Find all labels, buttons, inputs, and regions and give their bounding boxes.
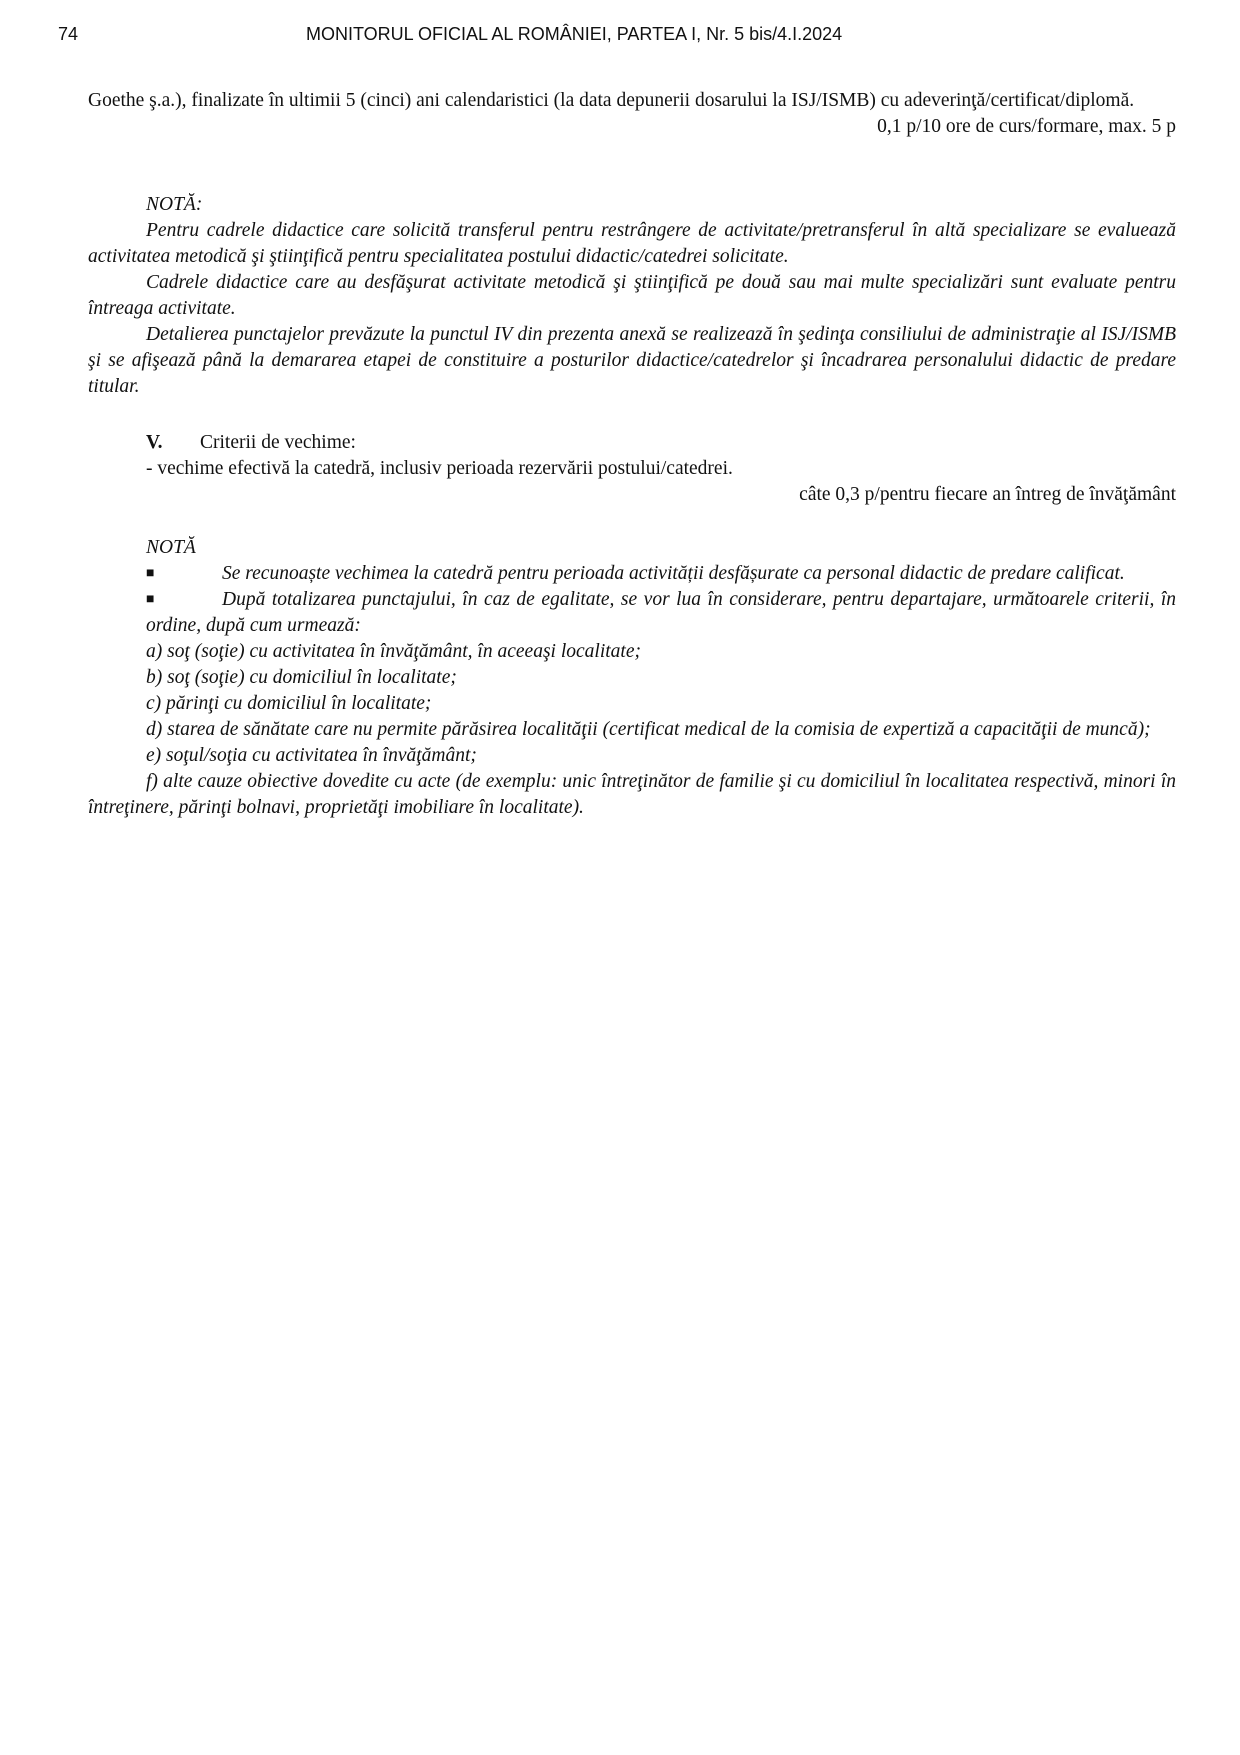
note-2-bullet xyxy=(88,587,1176,639)
note-1-paragraph: Pentru cadrele didactice care solicită transferul pentru restrângere de activitate/pretransferul în altă specializare se evaluează activitatea metodică şi ştiinţifică pentru specialitatea postului didactic/catedrei solicitate. xyxy=(88,220,1176,267)
bullet-text: Se recunoaște vechimea la catedră pentru perioada activității desfășurate ca personal didactic de predare calificat. xyxy=(222,563,1125,584)
criterion-item: f) alte cauze obiective dovedite cu acte (de exemplu: unic întreţinător de familie şi cu domiciliul în localitatea respectivă, minori în întreţinere, părinţi bolnavi, proprietăţi imobiliare în localitate). xyxy=(88,771,1176,818)
criterion-item: a) soţ (soţie) cu activitatea în învăţământ, în aceeaşi localitate; xyxy=(146,641,641,662)
note-1-paragraph: Cadrele didactice care au desfăşurat activitate metodică şi ştiinţifică pe două sau mai multe specializări sunt evaluate pentru întreaga activitate. xyxy=(88,272,1176,319)
page-header xyxy=(0,24,1240,50)
page-number: 74 xyxy=(58,24,79,44)
intro-score: 0,1 p/10 ore de curs/formare, max. 5 p xyxy=(877,116,1176,137)
note-1-title: NOTĂ: xyxy=(146,194,203,215)
note-1-paragraph: Detalierea punctajelor prevăzute la punctul IV din prezenta anexă se realizează în şedinţa consiliului de administraţie al ISJ/ISMB şi se afişează până la demararea etapei de constituire a posturilor didactice/catedrelor şi încadrarea personalului didactic de predare titular. xyxy=(88,324,1176,397)
section-v-score: câte 0,3 p/pentru fiecare an întreg de învăţământ xyxy=(799,484,1176,505)
bullet-square-icon: ■ xyxy=(146,566,155,581)
section-number: V. xyxy=(146,432,163,453)
section-v-heading xyxy=(88,430,1176,456)
criterion-item: c) părinţi cu domiciliul în localitate; xyxy=(146,693,432,714)
criterion-item: d) starea de sănătate care nu permite părăsirea localităţii (certificat medical de la comisia de expertiză a capacităţii de muncă); xyxy=(146,719,1151,740)
note-2-bullet xyxy=(88,561,1176,587)
note-1 xyxy=(88,192,1176,400)
criterion-item: b) soţ (soţie) cu domiciliul în localitate; xyxy=(146,667,457,688)
bullet-text: După totalizarea punctajului, în caz de egalitate, se vor lua în considerare, pentru departajare, următoarele criterii, în ordine, după cum urmează: xyxy=(146,589,1176,636)
bullet-square-icon: ■ xyxy=(146,592,155,607)
section-title: Criterii de vechime: xyxy=(200,432,356,453)
document-body xyxy=(88,88,1176,821)
section-v xyxy=(88,430,1176,508)
intro-paragraph: Goethe ş.a.), finalizate în ultimii 5 (cinci) ani calendaristici (la data depunerii dosarului la ISJ/ISMB) cu adeverinţă/certificat/diplomă. xyxy=(88,90,1135,111)
criterion-item: e) soţul/soţia cu activitatea în învăţământ; xyxy=(146,745,477,766)
note-2 xyxy=(88,535,1176,821)
section-v-item: - vechime efectivă la catedră, inclusiv perioada rezervării postului/catedrei. xyxy=(146,458,733,479)
note-2-title: NOTĂ xyxy=(146,537,196,558)
running-title: MONITORUL OFICIAL AL ROMÂNIEI, PARTEA I, Nr. 5 bis/4.I.2024 xyxy=(306,24,843,44)
